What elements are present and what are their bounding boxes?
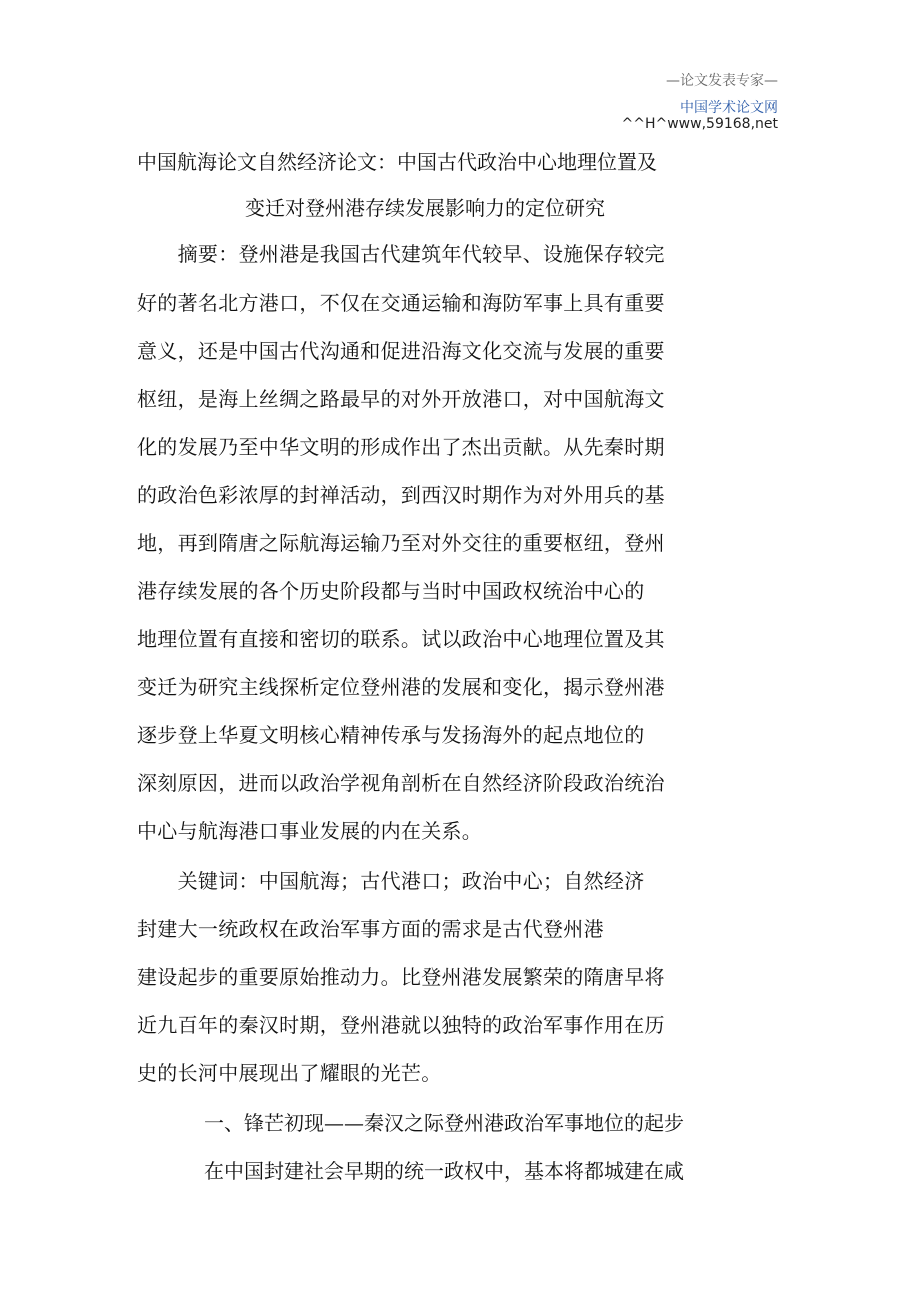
abstract-line: 地理位置有直接和密切的联系。试以政治中心地理位置及其 <box>137 627 665 651</box>
page-title-line-1: 中国航海论文自然经济论文：中国古代政治中心地理位置及 <box>137 150 657 174</box>
abstract-line: 逐步登上华夏文明核心精神传承与发扬海外的起点地位的 <box>137 723 645 747</box>
abstract-line: 变迁为研究主线探析定位登州港的发展和变化，揭示登州港 <box>137 675 665 699</box>
site-name: 中国学术论文网 <box>680 100 778 116</box>
abstract-line: 好的著名北方港口，不仅在交通运输和海防军事上具有重要 <box>137 291 665 315</box>
abstract-line: 深刻原因，进而以政治学视角剖析在自然经济阶段政治统治 <box>137 771 665 795</box>
abstract-line: 中心与航海港口事业发展的内在关系。 <box>137 819 483 843</box>
abstract-line: 意义，还是中国古代沟通和促进沿海文化交流与发展的重要 <box>137 339 665 363</box>
body-line: 史的长河中展现出了耀眼的光芒。 <box>137 1061 442 1085</box>
site-url: ^^H^www,59168,net <box>621 116 778 132</box>
keywords-line: 关键词：中国航海；古代港口；政治中心；自然经济 <box>137 869 645 893</box>
body-line: 近九百年的秦汉时期，登州港就以独特的政治军事作用在历 <box>137 1013 665 1037</box>
abstract-line: 化的发展乃至中华文明的形成作出了杰出贡献。从先秦时期 <box>137 435 665 459</box>
abstract-line: 的政治色彩浓厚的封禅活动，到西汉时期作为对外用兵的基 <box>137 483 665 507</box>
abstract-line: 枢纽，是海上丝绸之路最早的对外开放港口，对中国航海文 <box>137 387 665 411</box>
publisher-slogan: —论文发表专家— <box>666 73 778 89</box>
section-first-line: 在中国封建社会早期的统一政权中，基本将都城建在咸 <box>204 1159 684 1183</box>
body-line: 封建大一统政权在政治军事方面的需求是古代登州港 <box>137 917 604 941</box>
abstract-line: 港存续发展的各个历史阶段都与当时中国政权统治中心的 <box>137 579 645 603</box>
abstract-line: 地，再到隋唐之际航海运输乃至对外交往的重要枢纽，登州 <box>137 531 665 555</box>
page-title-line-2: 变迁对登州港存续发展影响力的定位研究 <box>245 196 605 220</box>
body-line: 建设起步的重要原始推动力。比登州港发展繁荣的隋唐早将 <box>137 965 665 989</box>
section-heading: 一、锋芒初现——秦汉之际登州港政治军事地位的起步 <box>204 1111 684 1135</box>
abstract-line: 摘要：登州港是我国古代建筑年代较早、设施保存较完 <box>137 242 665 266</box>
